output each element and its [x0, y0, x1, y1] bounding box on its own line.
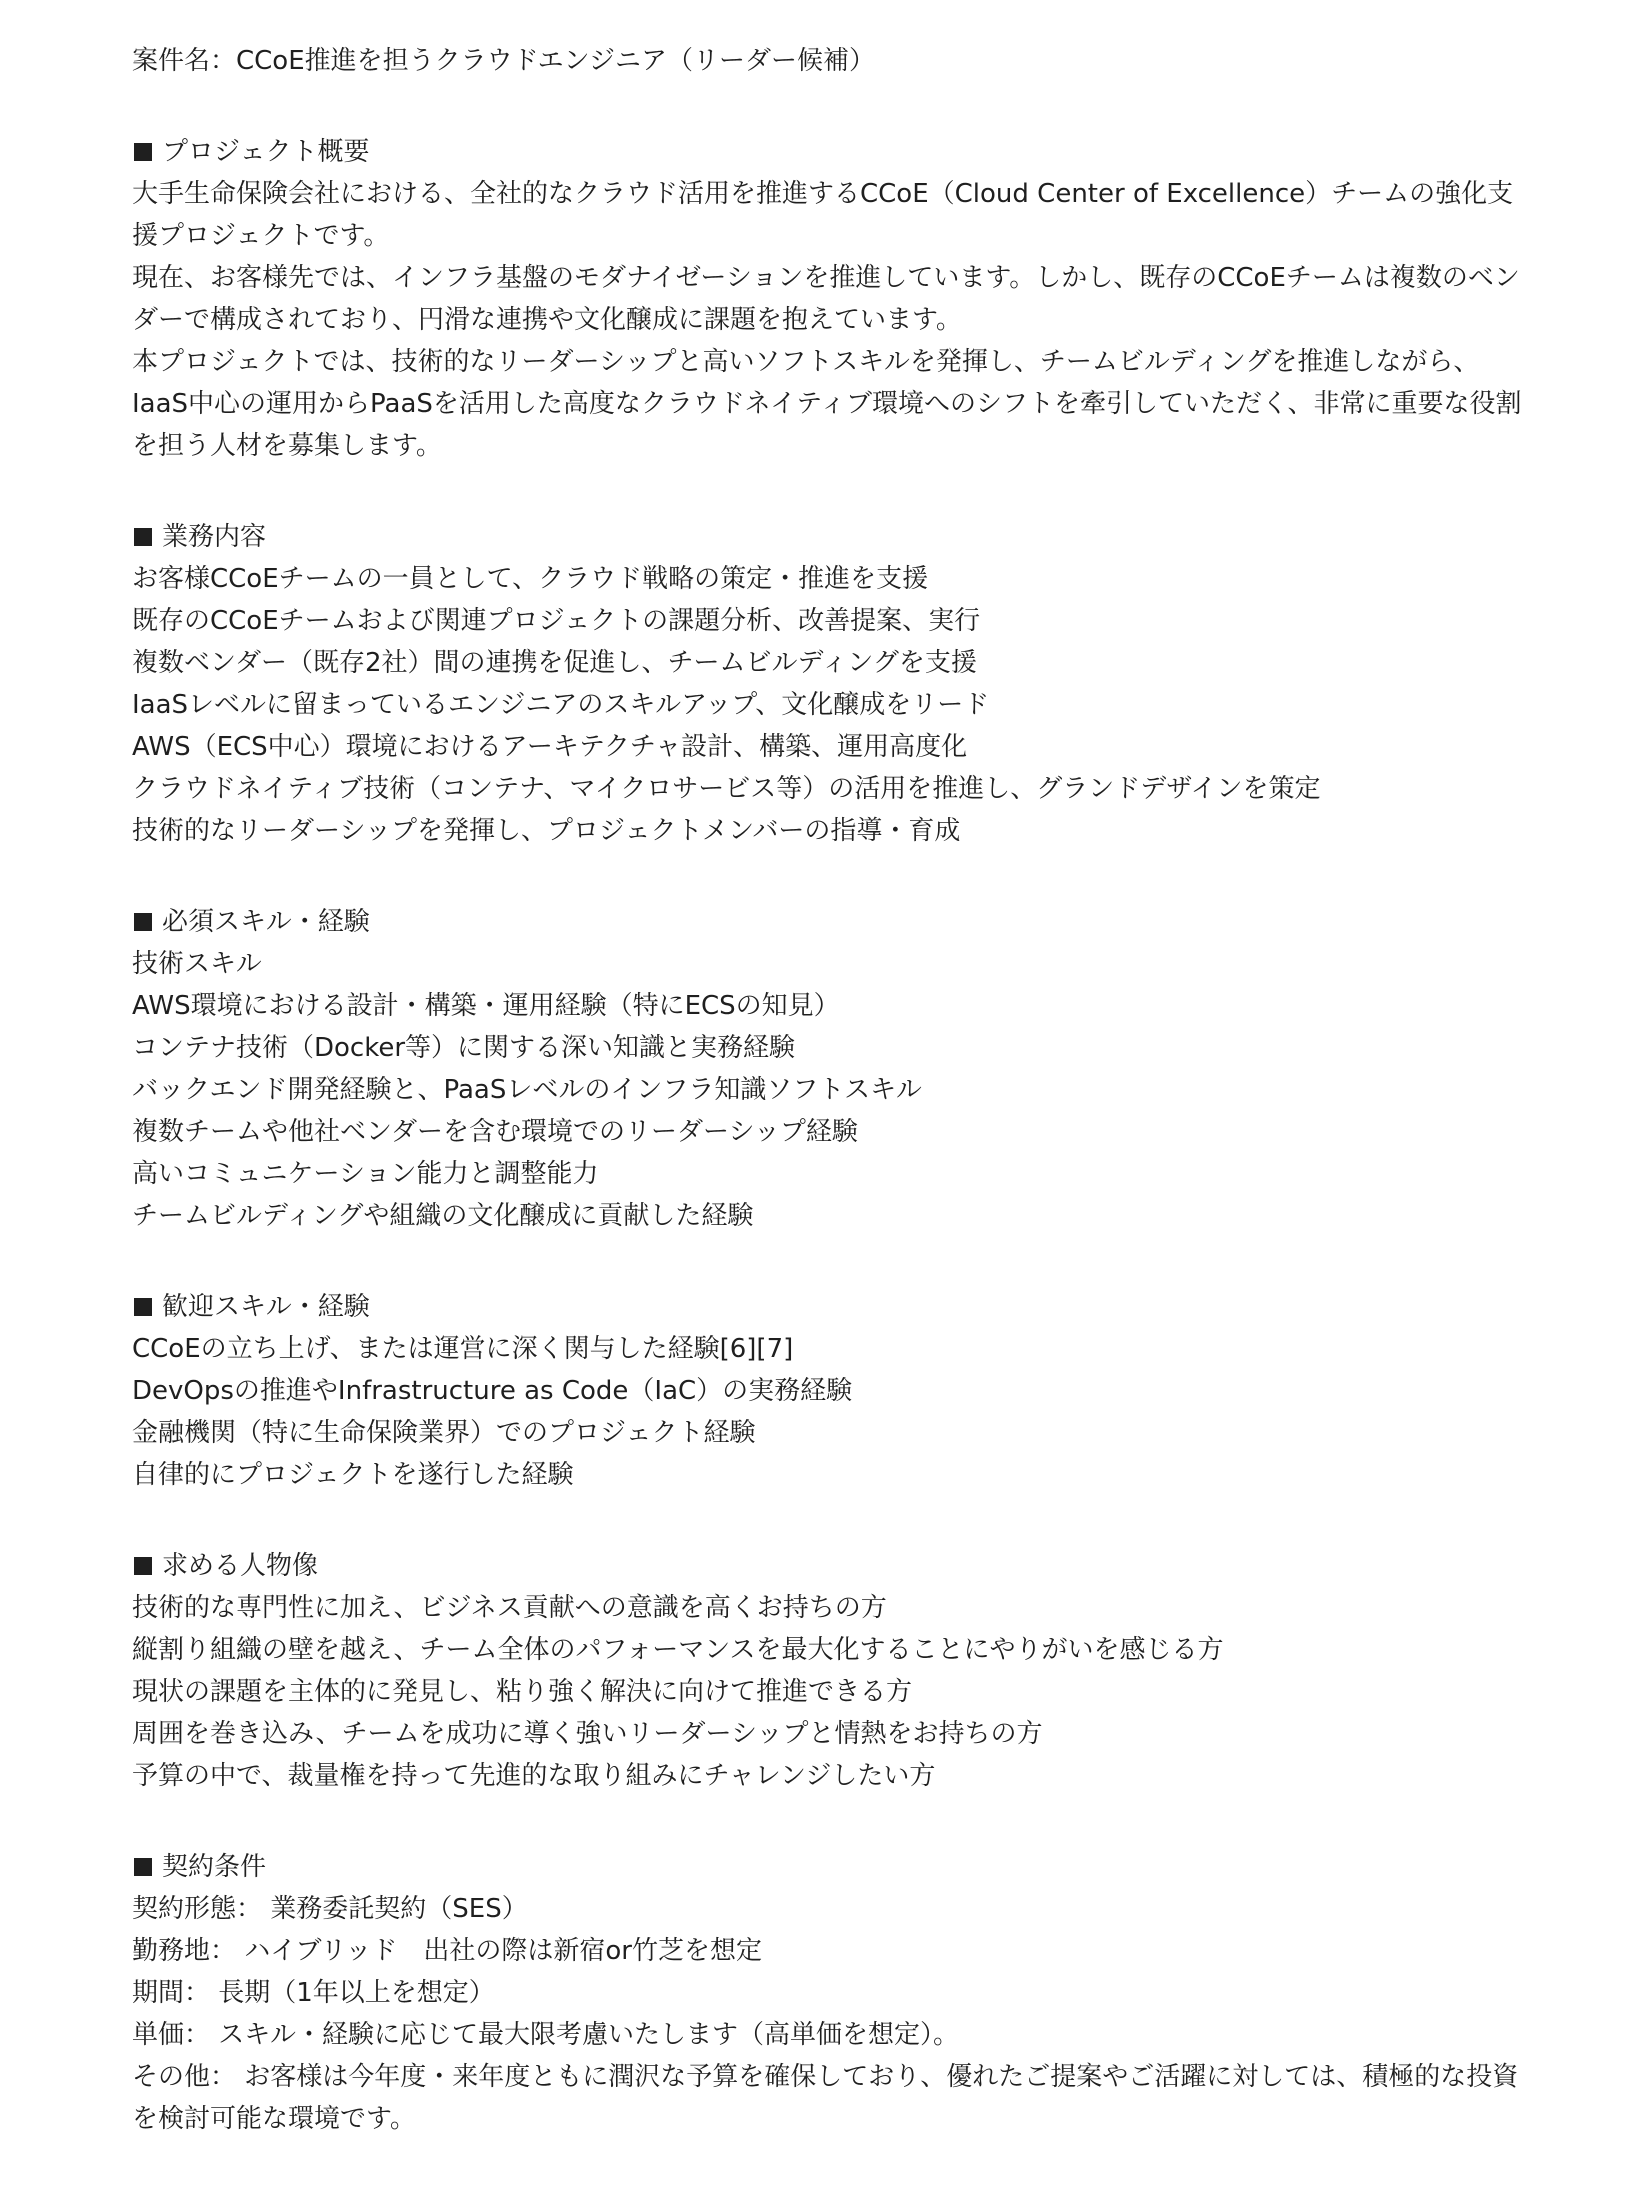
duty-item: AWS（ECS中心）環境におけるアーキテクチャ設計、構築、運用高度化	[132, 732, 968, 762]
duty-item: 既存のCCoEチームおよび関連プロジェクトの課題分析、改善提案、実行	[132, 606, 981, 636]
square-bullet-icon	[134, 528, 152, 546]
overview-paragraph: 現在、お客様先では、インフラ基盤のモダナイゼーションを推進しています。しかし、既存のCCoEチームは複数のベンダーで構成されており、円滑な連携や文化醸成に課題を抱えています。	[132, 263, 1520, 335]
duty-item: お客様CCoEチームの一員として、クラウド戦略の策定・推進を支援	[132, 564, 929, 594]
required-skill-item: バックエンド開発経験と、PaaSレベルのインフラ知識ソフトスキル	[132, 1075, 922, 1105]
section-heading: プロジェクト概要	[132, 131, 1532, 173]
contract-item: 勤務地： ハイブリッド 出社の際は新宿or竹芝を想定	[132, 1936, 763, 1966]
required-skill-item: 複数チームや他社ベンダーを含む環境でのリーダーシップ経験	[132, 1117, 858, 1147]
overview-paragraph: 大手生命保険会社における、全社的なクラウド活用を推進するCCoE（Cloud Center of Excellence）チームの強化支援プロジェクトです。	[132, 179, 1514, 251]
section-heading: 業務内容	[132, 516, 1532, 558]
persona-item: 周囲を巻き込み、チームを成功に導く強いリーダーシップと情熱をお持ちの方	[132, 1719, 1043, 1749]
persona-item: 予算の中で、裁量権を持って先進的な取り組みにチャレンジしたい方	[132, 1761, 936, 1791]
section-heading: 契約条件	[132, 1846, 1532, 1888]
required-skill-item: 技術スキル	[132, 949, 262, 979]
square-bullet-icon	[134, 1858, 152, 1876]
duty-item: IaaSレベルに留まっているエンジニアのスキルアップ、文化醸成をリード	[132, 690, 990, 720]
job-posting-document	[132, 40, 1532, 2140]
required-skill-item: 高いコミュニケーション能力と調整能力	[132, 1159, 599, 1189]
square-bullet-icon	[134, 1557, 152, 1575]
overview-paragraph: 本プロジェクトでは、技術的なリーダーシップと高いソフトスキルを発揮し、チームビルディングを推進しながら、IaaS中心の運用からPaaSを活用した高度なクラウドネイティブ環境へのシフトを牽引していただく、非常に重要な役割を担う人材を募集します。	[132, 347, 1522, 461]
duty-item: クラウドネイティブ技術（コンテナ、マイクロサービス等）の活用を推進し、グランドデザインを策定	[132, 774, 1321, 804]
section-required-skills	[132, 901, 1532, 1237]
section-welcome-skills	[132, 1286, 1532, 1496]
contract-item: 期間： 長期（1年以上を想定）	[132, 1978, 495, 2008]
section-heading: 歓迎スキル・経験	[132, 1286, 1532, 1328]
duty-item: 複数ベンダー（既存2社）間の連携を促進し、チームビルディングを支援	[132, 648, 977, 678]
contract-item: 契約形態： 業務委託契約（SES）	[132, 1894, 528, 1924]
welcome-skill-item: DevOpsの推進やInfrastructure as Code（IaC）の実務経験	[132, 1376, 853, 1406]
required-skill-item: AWS環境における設計・構築・運用経験（特にECSの知見）	[132, 991, 840, 1021]
contract-item: 単価： スキル・経験に応じて最大限考慮いたします（高単価を想定）。	[132, 2020, 960, 2050]
section-heading: 必須スキル・経験	[132, 901, 1532, 943]
square-bullet-icon	[134, 1298, 152, 1316]
square-bullet-icon	[134, 143, 152, 161]
square-bullet-icon	[134, 913, 152, 931]
section-overview	[132, 131, 1532, 467]
welcome-skill-item: CCoEの立ち上げ、または運営に深く関与した経験[6][7]	[132, 1334, 794, 1364]
section-heading: 求める人物像	[132, 1545, 1532, 1587]
section-ideal-candidate	[132, 1545, 1532, 1797]
contract-item: その他： お客様は今年度・来年度ともに潤沢な予算を確保しており、優れたご提案やご活躍に対しては、積極的な投資を検討可能な環境です。	[132, 2062, 1519, 2134]
welcome-skill-item: 自律的にプロジェクトを遂行した経験	[132, 1460, 574, 1490]
welcome-skill-item: 金融機関（特に生命保険業界）でのプロジェクト経験	[132, 1418, 756, 1448]
required-skill-item: コンテナ技術（Docker等）に関する深い知識と実務経験	[132, 1033, 796, 1063]
persona-item: 技術的な専門性に加え、ビジネス貢献への意識を高くお持ちの方	[132, 1593, 887, 1623]
required-skill-item: チームビルディングや組織の文化醸成に貢献した経験	[132, 1201, 754, 1231]
duty-item: 技術的なリーダーシップを発揮し、プロジェクトメンバーの指導・育成	[132, 816, 961, 846]
persona-item: 現状の課題を主体的に発見し、粘り強く解決に向けて推進できる方	[132, 1677, 913, 1707]
section-contract-terms	[132, 1846, 1532, 2140]
persona-item: 縦割り組織の壁を越え、チーム全体のパフォーマンスを最大化することにやりがいを感じる方	[132, 1635, 1224, 1665]
section-duties	[132, 516, 1532, 852]
project-title: 案件名：CCoE推進を担うクラウドエンジニア（リーダー候補）	[132, 46, 875, 76]
